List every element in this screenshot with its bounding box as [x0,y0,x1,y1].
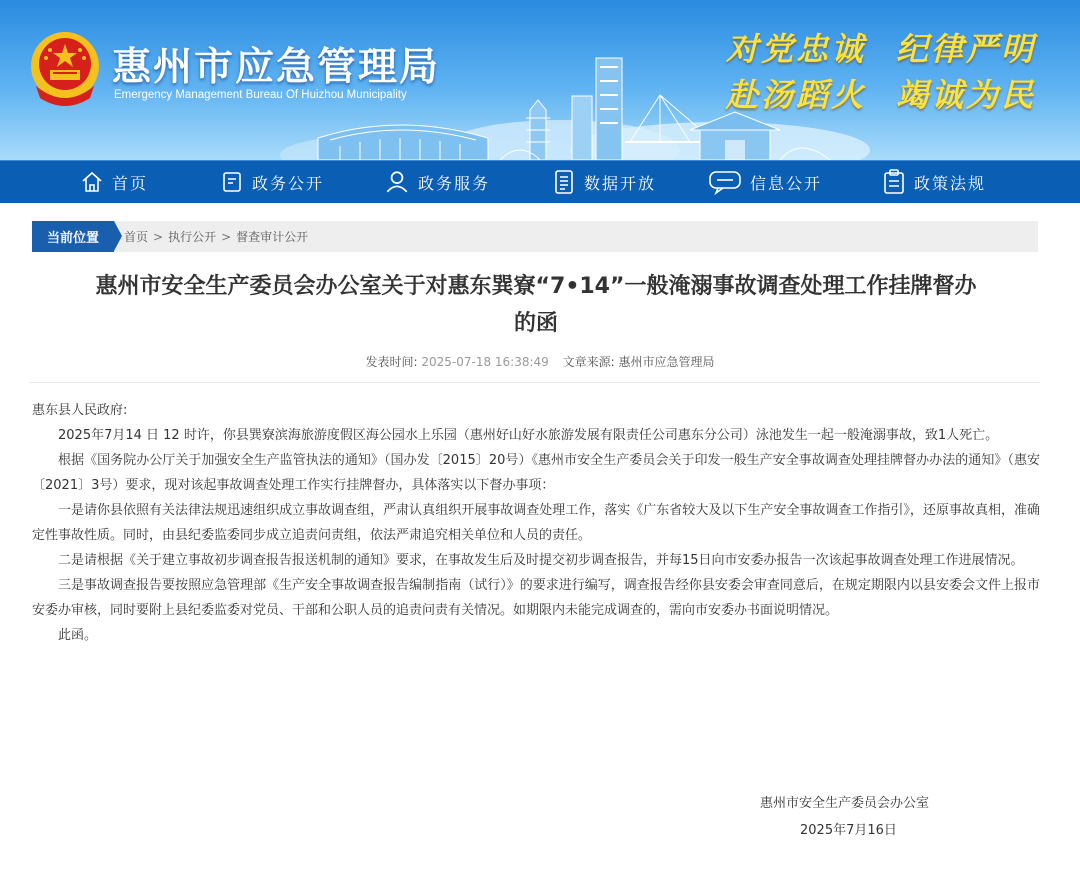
clipboard-icon [882,169,906,195]
paragraph: 二是请根据《关于建立事故初步调查报告报送机制的通知》要求，在事故发生后及时提交初步调查报告，并每15日向市安委办报告一次该起事故调查处理工作进展情况。 [58,553,1024,568]
nav-item-policies[interactable] [882,161,986,203]
publish-time: 2025-07-18 16:38:49 [421,355,549,369]
nav-label: 政务公开 [252,173,325,193]
article-body [32,398,1040,648]
header-banner [0,0,1080,160]
national-emblem-icon [26,28,104,110]
list-icon [552,169,576,195]
breadcrumb-link-execution[interactable]: 执行公开 [168,230,217,244]
signature: 惠州市安全生产委员会办公室 [760,796,930,811]
current-location-tag: 当前位置 [32,221,114,252]
paragraph: 2025年7月14 日 12 时许，你县巽寮滨海旅游度假区海公园水上乐园（惠州好山好水旅游发展有限责任公司惠东分公司）泳池发生一起一般淹溺事故，致1人死亡。 [58,428,999,443]
user-icon [384,169,410,195]
nav-label: 信息公开 [750,173,823,193]
paragraph: 根据《国务院办公厅关于加强安全生产监管执法的通知》（国办发〔2015〕20号）《惠州市安全生产委员会关于印发一般生产安全事故调查处理挂牌督办办法的通知》（惠安〔2021〕3号）要求，现对该起事故调查处理工作实行挂牌督办，具体落实以下督办事项： [32,453,1040,493]
article-title-line-1: 惠州市安全生产委员会办公室关于对惠东巽寮“7•14”一般淹溺事故调查处理工作挂牌督办 [95,274,977,299]
document-icon [220,170,244,194]
nav-item-open-data[interactable] [552,161,656,203]
slogan-1: 对党忠诚 [726,30,867,68]
publish-time-label: 发表时间: [365,355,418,369]
home-icon [80,170,104,194]
article-meta [0,353,1080,370]
nav-label: 首页 [112,173,149,193]
slogan-4: 竭诚为民 [896,76,1037,114]
nav-item-info-disclosure[interactable] [708,161,822,203]
nav-label: 政务服务 [418,173,491,193]
breadcrumb-separator: > [153,229,164,244]
site-subtitle: Emergency Management Bureau Of Huizhou Municipality [114,89,407,101]
nav-item-government-affairs[interactable] [220,161,324,203]
signature-block [760,790,960,844]
nav-label: 数据开放 [584,173,657,193]
article-source: 惠州市应急管理局 [618,355,715,369]
nav-item-home[interactable] [80,161,148,203]
article-title-line-2: 的函 [513,311,558,336]
source-label: 文章来源: [562,355,615,369]
slogan-2: 纪律严明 [896,30,1037,68]
paragraph: 此函。 [58,628,98,643]
breadcrumb-separator: > [221,229,232,244]
addressee: 惠东县人民政府: [32,403,128,418]
main-nav [0,160,1080,203]
nav-label: 政策法规 [914,173,987,193]
breadcrumb [32,221,1038,252]
chat-icon [708,169,742,195]
slogan-3: 赴汤蹈火 [726,76,867,114]
site-title: 惠州市应急管理局 [112,45,441,90]
paragraph: 一是请你县依照有关法律法规迅速组织成立事故调查组，严肃认真组织开展事故调查处理工作，落实《广东省较大及以下生产安全事故调查工作指引》，还原事故真相，准确定性事故性质。同时，由县纪委监委同步成立追责问责组，依法严肃追究相关单位和人员的责任。 [32,503,1040,543]
signature-date: 2025年7月16日 [800,823,897,838]
paragraph: 三是事故调查报告要按照应急管理部《生产安全事故调查报告编制指南（试行）》的要求进行编写，调查报告经你县安委会审查同意后，在规定期限内以县安委会文件上报市安委办审核，同时要附上县纪委监委对党员、干部和公职人员的追责问责有关情况。如期限内未能完成调查的，需向市安委办书面说明情况。 [32,578,1040,618]
breadcrumb-link-audit[interactable]: 督查审计公开 [236,230,309,244]
article-title [30,268,1042,342]
divider [30,382,1040,383]
breadcrumb-link-home[interactable]: 首页 [124,230,149,244]
nav-item-services[interactable] [384,161,490,203]
